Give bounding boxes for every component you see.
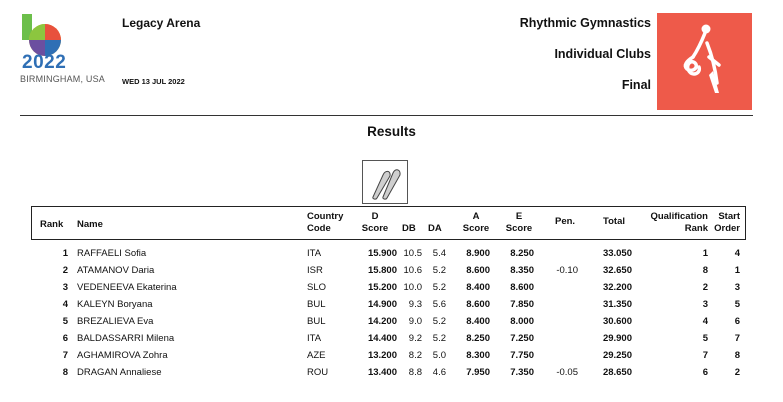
cell-da: 5.0 <box>432 350 446 361</box>
cell-e: 7.750 <box>510 350 534 361</box>
col-d-line1: D <box>371 211 379 222</box>
cell-db: 8.2 <box>408 350 422 361</box>
cell-d: 14.200 <box>367 316 397 327</box>
cell-qrank: 1 <box>702 248 708 259</box>
cell-d: 14.400 <box>367 333 397 344</box>
cell-rank: 2 <box>62 265 68 276</box>
cell-rank: 6 <box>62 333 68 344</box>
cell-order: 6 <box>734 316 740 327</box>
cell-qrank: 5 <box>702 333 708 344</box>
cell-pen: -0.05 <box>556 367 578 378</box>
cell-a: 8.600 <box>466 265 490 276</box>
cell-order: 4 <box>734 248 740 259</box>
cell-qrank: 2 <box>702 282 708 293</box>
cell-a: 8.600 <box>466 299 490 310</box>
event-date: WED 13 JUL 2022 <box>122 77 185 86</box>
col-penalty: Pen. <box>555 216 576 227</box>
cell-order: 3 <box>734 282 740 293</box>
cell-da: 5.2 <box>432 316 446 327</box>
cell-rank: 5 <box>62 316 68 327</box>
col-start-line2: Order <box>714 223 740 234</box>
sport-pictogram <box>657 13 752 110</box>
cell-d: 15.800 <box>367 265 397 276</box>
cell-db: 9.2 <box>408 333 422 344</box>
venue-name: Legacy Arena <box>122 16 201 30</box>
cell-e: 8.000 <box>510 316 534 327</box>
cell-total: 29.250 <box>602 350 632 361</box>
cell-rank: 7 <box>62 350 68 361</box>
cell-code: ITA <box>307 248 322 259</box>
cell-code: BUL <box>307 316 326 327</box>
col-d-line2: Score <box>361 223 389 234</box>
col-country-line1: Country <box>307 211 344 222</box>
cell-da: 5.4 <box>432 248 446 259</box>
logo-location: BIRMINGHAM, USA <box>20 74 106 84</box>
cell-a: 8.250 <box>466 333 490 344</box>
cell-d: 13.200 <box>367 350 397 361</box>
cell-e: 8.350 <box>510 265 534 276</box>
cell-d: 15.900 <box>367 248 397 259</box>
cell-e: 7.250 <box>510 333 534 344</box>
cell-da: 5.2 <box>432 333 446 344</box>
cell-qrank: 8 <box>702 265 708 276</box>
col-a-score <box>456 211 496 235</box>
col-qual-line1: Qualification <box>650 211 708 222</box>
cell-total: 29.900 <box>602 333 632 344</box>
cell-total: 30.600 <box>602 316 632 327</box>
cell-da: 4.6 <box>432 367 446 378</box>
cell-db: 8.8 <box>408 367 422 378</box>
cell-qrank: 4 <box>702 316 708 327</box>
cell-a: 8.400 <box>466 282 490 293</box>
cell-rank: 1 <box>62 248 68 259</box>
cell-total: 33.050 <box>602 248 632 259</box>
cell-qrank: 7 <box>702 350 708 361</box>
cell-d: 14.900 <box>367 299 397 310</box>
cell-rank: 4 <box>62 299 68 310</box>
cell-d: 13.400 <box>367 367 397 378</box>
cell-rank: 8 <box>62 367 68 378</box>
cell-code: SLO <box>307 282 327 293</box>
col-start-line1: Start <box>718 211 740 222</box>
cell-e: 8.600 <box>510 282 534 293</box>
cell-total: 32.650 <box>602 265 632 276</box>
cell-db: 10.5 <box>403 248 422 259</box>
logo-year: 2022 <box>22 52 67 73</box>
cell-qrank: 3 <box>702 299 708 310</box>
col-total: Total <box>603 216 625 227</box>
cell-order: 2 <box>734 367 740 378</box>
cell-name: BREZALIEVA Eva <box>77 316 154 327</box>
clubs-icon <box>363 161 407 203</box>
col-e-score <box>499 211 539 235</box>
cell-order: 7 <box>734 333 740 344</box>
header-divider <box>20 115 753 116</box>
cell-name: KALEYN Boryana <box>77 299 153 310</box>
cell-da: 5.6 <box>432 299 446 310</box>
col-e-line2: Score <box>505 223 533 234</box>
cell-order: 8 <box>734 350 740 361</box>
cell-d: 15.200 <box>367 282 397 293</box>
col-qual-line2: Rank <box>684 223 708 234</box>
col-qual-rank <box>628 211 708 235</box>
cell-total: 28.650 <box>602 367 632 378</box>
col-da: DA <box>428 223 442 234</box>
col-rank: Rank <box>40 219 64 230</box>
cell-db: 10.6 <box>403 265 422 276</box>
col-country-line2: Code <box>307 223 331 234</box>
event-name: Individual Clubs <box>554 47 651 61</box>
page-title: Results <box>367 124 416 139</box>
cell-name: RAFFAELI Sofia <box>77 248 147 259</box>
cell-name: ATAMANOV Daria <box>77 265 155 276</box>
cell-total: 32.200 <box>602 282 632 293</box>
col-name: Name <box>77 219 103 230</box>
cell-db: 9.3 <box>408 299 422 310</box>
col-start-order <box>706 211 740 235</box>
rhythmic-gymnastics-ribbon-icon <box>657 13 752 110</box>
cell-name: BALDASSARRI Milena <box>77 333 175 344</box>
cell-e: 8.250 <box>510 248 534 259</box>
cell-e: 7.350 <box>510 367 534 378</box>
cell-a: 8.300 <box>466 350 490 361</box>
cell-a: 8.400 <box>466 316 490 327</box>
sport-name: Rhythmic Gymnastics <box>519 16 651 30</box>
col-db: DB <box>402 223 416 234</box>
cell-code: BUL <box>307 299 326 310</box>
cell-db: 9.0 <box>408 316 422 327</box>
apparatus-box <box>362 160 408 204</box>
col-country <box>307 211 343 235</box>
cell-code: ISR <box>307 265 323 276</box>
cell-order: 5 <box>734 299 740 310</box>
col-a-line2: Score <box>462 223 490 234</box>
cell-qrank: 6 <box>702 367 708 378</box>
cell-da: 5.2 <box>432 265 446 276</box>
cell-name: VEDENEEVA Ekaterina <box>77 282 177 293</box>
cell-db: 10.0 <box>403 282 422 293</box>
cell-name: AGHAMIROVA Zohra <box>77 350 168 361</box>
cell-code: AZE <box>307 350 326 361</box>
cell-name: DRAGAN Annaliese <box>77 367 162 378</box>
cell-a: 8.900 <box>466 248 490 259</box>
cell-code: ROU <box>307 367 329 378</box>
col-a-line1: A <box>472 211 480 222</box>
cell-e: 7.850 <box>510 299 534 310</box>
cell-pen: -0.10 <box>556 265 578 276</box>
cell-code: ITA <box>307 333 322 344</box>
col-e-line1: E <box>515 211 523 222</box>
cell-a: 7.950 <box>466 367 490 378</box>
phase-name: Final <box>621 78 651 92</box>
cell-rank: 3 <box>62 282 68 293</box>
cell-order: 1 <box>734 265 740 276</box>
col-d-score <box>355 211 395 235</box>
cell-total: 31.350 <box>602 299 632 310</box>
cell-da: 5.2 <box>432 282 446 293</box>
